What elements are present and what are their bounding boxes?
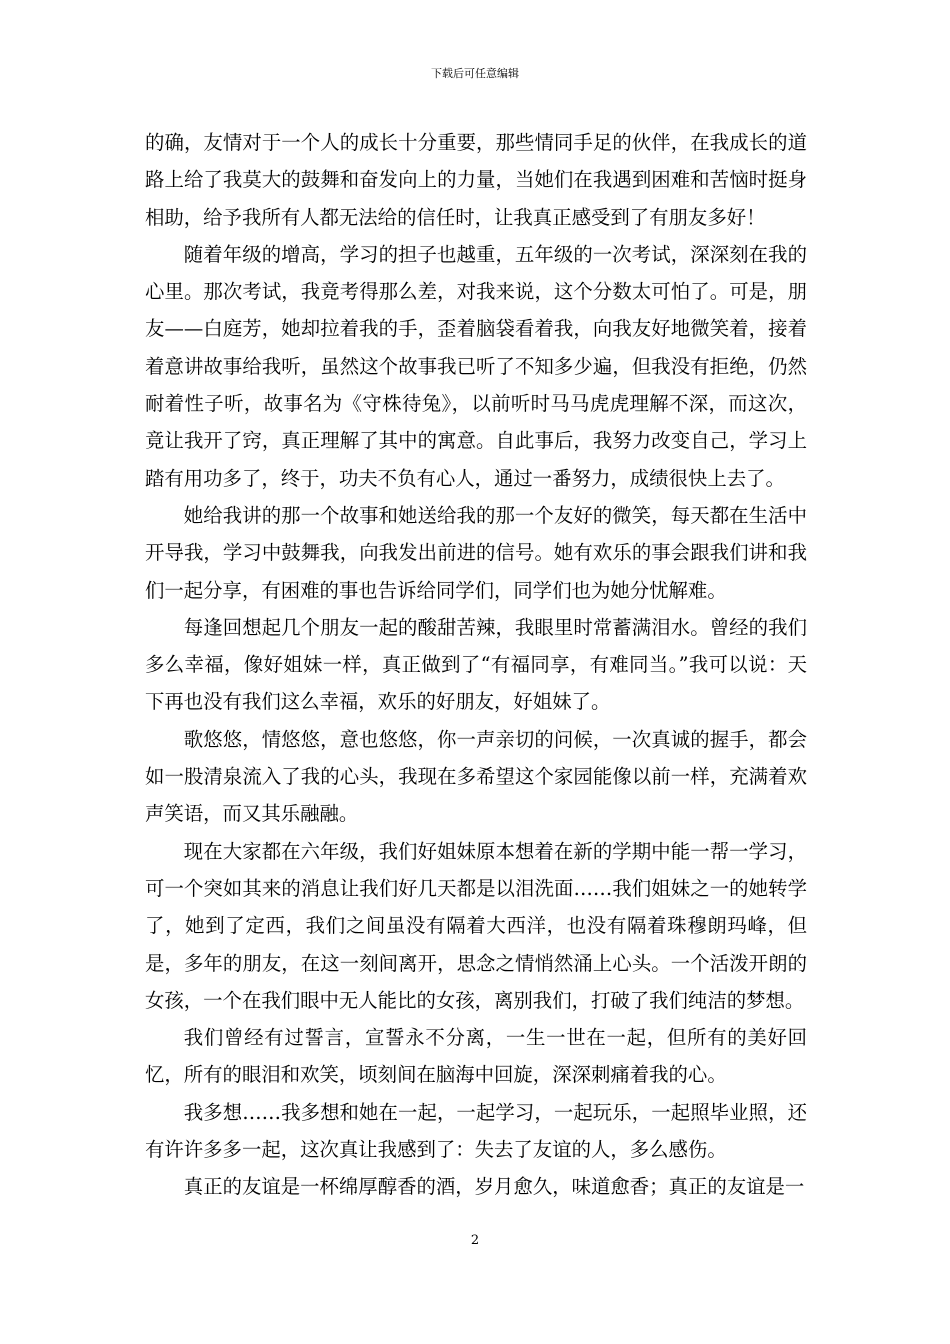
paragraph-9: 真正的友谊是一杯绵厚醇香的酒，岁月愈久，味道愈香；真正的友谊是一 <box>183 1175 805 1199</box>
paragraph-3: 她给我讲的那一个故事和她送给我的那一个友好的微笑，每天都在生活中开导我，学习中鼓舞我，向我发出前进的信号。她有欢乐的事会跟我们讲和我们一起分享，有困难的事也告诉给同学们，同学们也为她分忧解难。 <box>145 503 807 602</box>
paragraph-5: 歌悠悠，情悠悠，意也悠悠，你一声亲切的问候，一次真诚的握手，都会如一股清泉流入了我的心头，我现在多希望这个家园能像以前一样，充满着欢声笑语，而又其乐融融。 <box>145 727 807 826</box>
paragraph-1: 的确，友情对于一个人的成长十分重要，那些情同手足的伙伴，在我成长的道路上给了我莫大的鼓舞和奋发向上的力量，当她们在我遇到困难和苦恼时挺身相助，给予我所有人都无法给的信任时，让我真正感受到了有朋友多好！ <box>145 131 807 229</box>
paragraph-6: 现在大家都在六年级，我们好姐妹原本想着在新的学期中能一帮一学习，可一个突如其来的消息让我们好几天都是以泪洗面……我们姐妹之一的她转学了，她到了定西，我们之间虽没有隔着大西洋，也没有隔着珠穆朗玛峰，但是，多年的朋友，在这一刻间离开，思念之情悄然涌上心头。一个活泼开朗的女孩，一个在我们眼中无人能比的女孩，离别我们，打破了我们纯洁的梦想。 <box>145 839 807 1012</box>
page-header: 下载后可任意编辑 <box>431 67 519 80</box>
page-number: 2 <box>470 1233 480 1248</box>
paragraph-4: 每逢回想起几个朋友一起的酸甜苦辣，我眼里时常蓄满泪水。曾经的我们多么幸福，像好姐妹一样，真正做到了“有福同享，有难同当。”我可以说：天下再也没有我们这么幸福，欢乐的好朋友，好姐妹了。 <box>145 615 807 714</box>
paragraph-8: 我多想……我多想和她在一起，一起学习，一起玩乐，一起照毕业照，还有许许多多一起，这次真让我感到了：失去了友谊的人，多么感伤。 <box>145 1100 807 1162</box>
body-text <box>145 124 807 1206</box>
paragraph-2: 随着年级的增高，学习的担子也越重，五年级的一次考试，深深刻在我的心里。那次考试，我竟考得那么差，对我来说，这个分数太可怕了。可是，朋友——白庭芳，她却拉着我的手，歪着脑袋看着我，向我友好地微笑着，接着着意讲故事给我听，虽然这个故事我已听了不知多少遍，但我没有拒绝，仍然耐着性子听，故事名为《守株待兔》，以前听时马马虎虎理解不深，而这次，竟让我开了窍，真正理解了其中的寓意。自此事后，我努力改变自己，学习上踏有用功多了，终于，功夫不负有心人，通过一番努力，成绩很快上去了。 <box>145 242 807 490</box>
paragraph-7: 我们曾经有过誓言，宣誓永不分离，一生一世在一起，但所有的美好回忆，所有的眼泪和欢笑，顷刻间在脑海中回旋，深深刺痛着我的心。 <box>145 1026 807 1087</box>
